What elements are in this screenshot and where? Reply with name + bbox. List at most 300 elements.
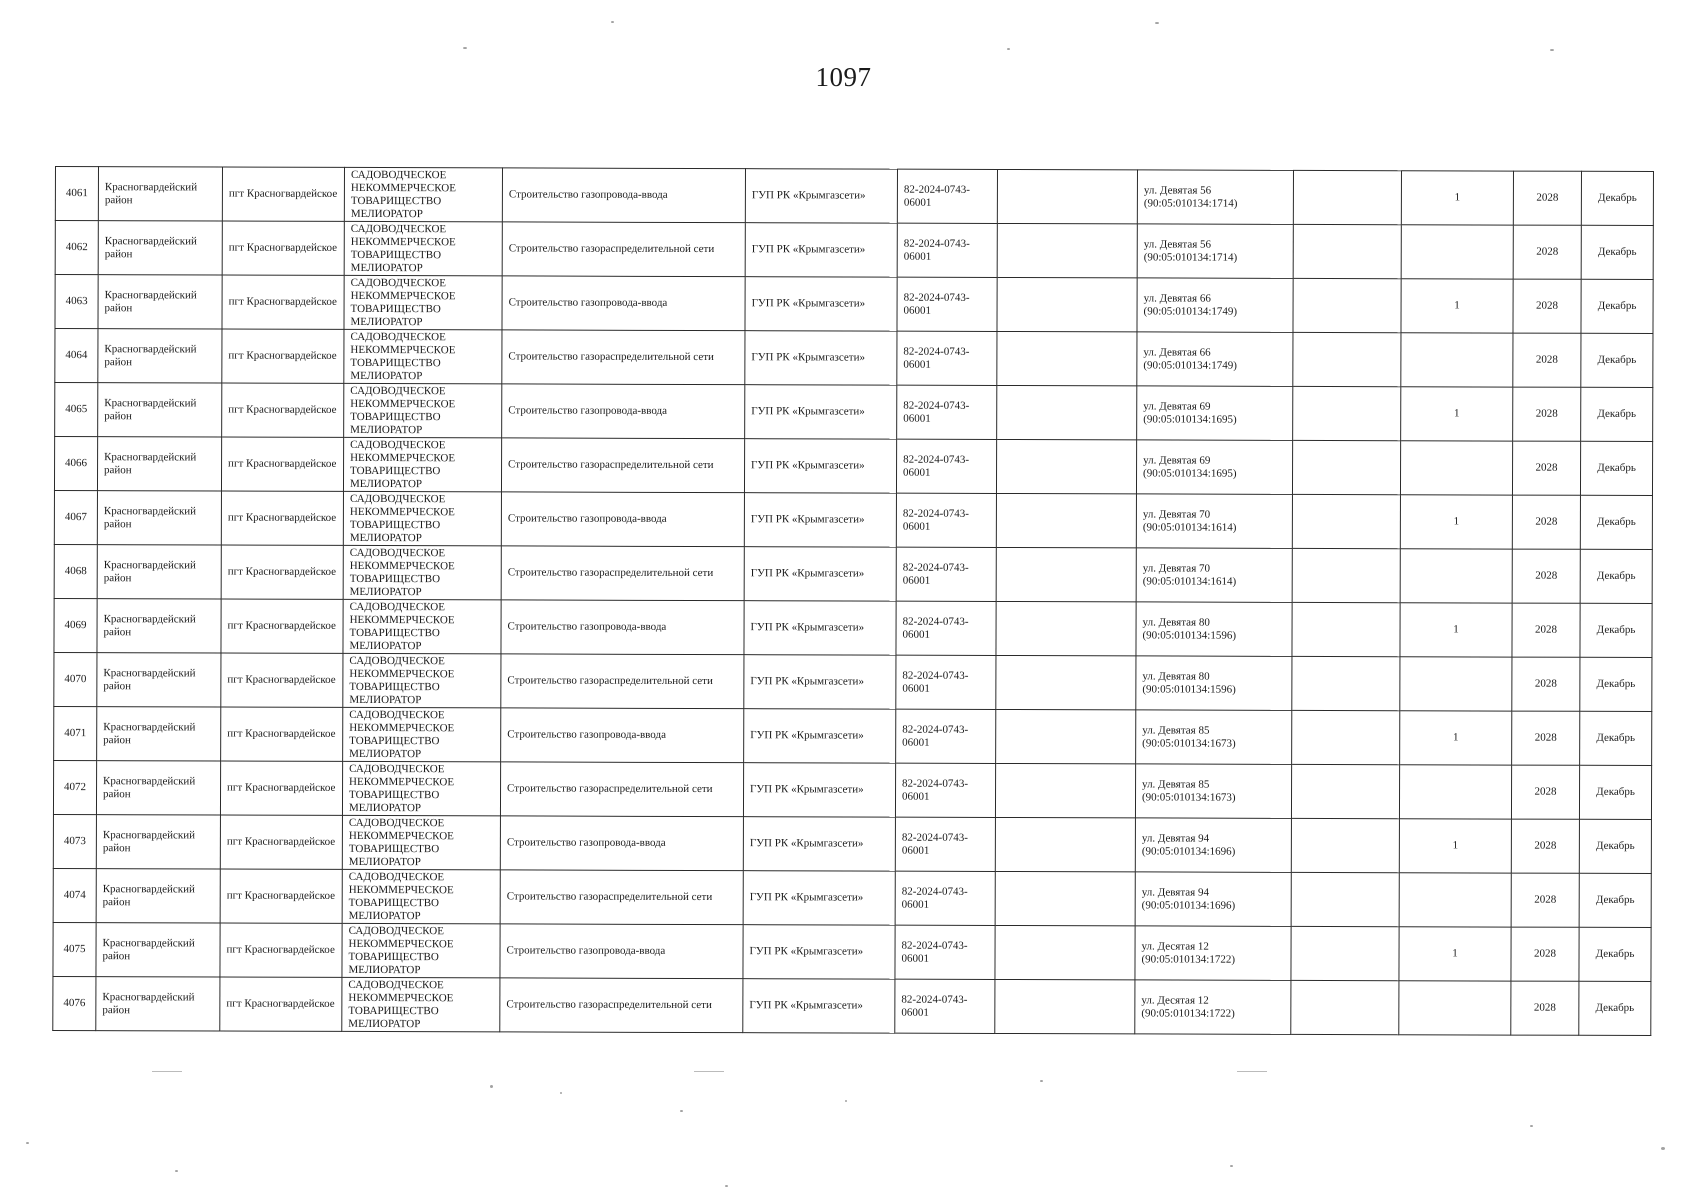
settlement-cell: пгт Красногвардейское <box>220 761 342 815</box>
table-row <box>55 275 1653 334</box>
organization-cell-line: САДОВОДЧЕСКОЕ <box>350 276 447 289</box>
organization-cell-line: САДОВОДЧЕСКОЕ <box>349 708 445 721</box>
district-cell: Красногвардейский район <box>98 383 222 437</box>
empty-cell <box>1292 656 1400 710</box>
program-code-cell-line: 82-2024-0743- <box>902 669 969 682</box>
organization-cell-line: МЕЛИОРАТОР <box>349 693 422 706</box>
address-cadastral-number: (90:05:010134:1714) <box>1143 196 1238 210</box>
organization-cell <box>343 545 501 599</box>
organization-cell-line: МЕЛИОРАТОР <box>350 369 423 382</box>
scan-speck <box>725 1185 728 1187</box>
year-cell: 2028 <box>1513 333 1581 387</box>
empty-cell <box>1291 926 1399 980</box>
address-cell <box>1135 764 1291 818</box>
scan-speck <box>1550 49 1554 51</box>
address-street: ул. Девятая 56 <box>1143 183 1212 197</box>
program-code-cell-line: 06001 <box>903 466 931 479</box>
empty-cell <box>1291 872 1399 926</box>
organization-cell-line: МЕЛИОРАТОР <box>349 531 422 544</box>
month-cell: Декабрь <box>1581 279 1653 333</box>
address-street: ул. Десятая 12 <box>1141 993 1209 1007</box>
organization-cell <box>342 977 500 1031</box>
settlement-cell: пгт Красногвардейское <box>221 653 343 707</box>
work-type-cell: Строительство газопровода-ввода <box>501 600 744 655</box>
program-code-cell-line: 82-2024-0743- <box>901 885 968 898</box>
district-cell: Красногвардейский район <box>98 275 222 329</box>
empty-cell <box>1293 386 1401 440</box>
district-cell: Красногвардейский район <box>97 545 221 599</box>
empty-cell <box>1291 818 1399 872</box>
organization-cell-line: МЕЛИОРАТОР <box>348 1017 421 1030</box>
organization-cell-line: МЕЛИОРАТОР <box>349 747 422 760</box>
row-number-cell: 4066 <box>54 437 97 491</box>
operator-cell: ГУП РК «Крымгазсети» <box>745 169 897 223</box>
organization-cell-line: ТОВАРИЩЕСТВО <box>350 194 442 207</box>
organization-cell-line: САДОВОДЧЕСКОЕ <box>348 924 444 937</box>
row-number-cell: 4074 <box>53 868 96 922</box>
operator-cell: ГУП РК «Крымгазсети» <box>744 655 896 709</box>
organization-cell-line: МЕЛИОРАТОР <box>350 207 423 220</box>
organization-cell-line: ТОВАРИЩЕСТВО <box>349 518 441 531</box>
scan-speck <box>1530 1125 1533 1127</box>
organization-cell-line: НЕКОММЕРЧЕСКОЕ <box>350 397 456 410</box>
row-number-cell: 4064 <box>55 329 98 383</box>
settlement-cell: пгт Красногвардейское <box>221 599 343 653</box>
organization-cell-line: НЕКОММЕРЧЕСКОЕ <box>349 613 455 626</box>
organization-cell-line: НЕКОММЕРЧЕСКОЕ <box>350 343 456 356</box>
program-code-cell <box>896 439 996 493</box>
program-code-cell-line: 82-2024-0743- <box>903 453 970 466</box>
program-code-cell-line: 06001 <box>902 790 930 803</box>
address-cell <box>1135 980 1291 1034</box>
program-code-cell-line: 82-2024-0743- <box>902 723 969 736</box>
organization-cell-line: САДОВОДЧЕСКОЕ <box>348 816 445 829</box>
program-code-cell-line: 06001 <box>902 520 931 533</box>
table-row <box>53 868 1651 927</box>
scan-stroke <box>152 1071 182 1072</box>
work-type-cell: Строительство газораспределительной сети <box>501 438 744 493</box>
empty-cell <box>997 331 1137 385</box>
organization-cell-line: НЕКОММЕРЧЕСКОЕ <box>348 937 454 950</box>
page-number: 1097 <box>815 62 872 92</box>
program-code-cell-line: 82-2024-0743- <box>902 777 969 790</box>
settlement-cell: пгт Красногвардейское <box>220 923 342 977</box>
row-number-cell: 4075 <box>53 922 96 976</box>
work-type-cell: Строительство газораспределительной сети <box>500 762 743 817</box>
program-code-cell-line: 06001 <box>903 358 931 371</box>
organization-cell <box>343 599 501 653</box>
organization-cell-line: МЕЛИОРАТОР <box>348 909 421 922</box>
work-type-cell: Строительство газораспределительной сети <box>500 978 743 1033</box>
table-row <box>54 437 1652 496</box>
register-table-wrapper <box>52 166 1653 1036</box>
scan-speck <box>26 1142 29 1144</box>
program-code-cell <box>896 601 996 655</box>
organization-cell-line: МЕЛИОРАТОР <box>350 423 423 436</box>
program-code-cell <box>895 871 995 925</box>
table-row <box>55 221 1653 280</box>
month-cell: Декабрь <box>1581 171 1653 225</box>
program-code-cell <box>897 331 997 385</box>
scan-speck <box>175 1170 178 1172</box>
count-cell <box>1400 549 1512 603</box>
district-cell: Красногвардейский район <box>98 167 222 221</box>
organization-cell <box>344 167 502 221</box>
operator-cell: ГУП РК «Крымгазсети» <box>745 331 897 385</box>
program-code-cell <box>896 655 996 709</box>
organization-cell-line: ТОВАРИЩЕСТВО <box>348 896 440 909</box>
row-number-cell: 4070 <box>54 652 97 706</box>
address-cell <box>1137 224 1293 278</box>
district-cell: Красногвардейский район <box>96 815 220 869</box>
program-code-cell-line: 06001 <box>903 412 931 425</box>
program-code-cell-line: 82-2024-0743- <box>903 345 970 358</box>
register-table <box>52 166 1654 1036</box>
program-code-cell-line: 06001 <box>901 844 930 857</box>
address-cell <box>1136 494 1292 548</box>
organization-cell-line: ТОВАРИЩЕСТВО <box>350 356 441 369</box>
organization-cell-line: НЕКОММЕРЧЕСКОЕ <box>350 181 456 194</box>
scan-speck <box>1007 48 1010 50</box>
year-cell: 2028 <box>1512 441 1580 495</box>
address-street: ул. Десятая 12 <box>1141 939 1209 953</box>
settlement-cell: пгт Красногвардейское <box>222 167 344 221</box>
operator-cell: ГУП РК «Крымгазсети» <box>743 817 895 871</box>
count-cell <box>1401 333 1513 387</box>
empty-cell <box>1293 278 1401 332</box>
organization-cell-line: МЕЛИОРАТОР <box>349 639 422 652</box>
empty-cell <box>1292 602 1400 656</box>
address-cell <box>1136 440 1292 494</box>
row-number-cell: 4069 <box>54 598 97 652</box>
year-cell: 2028 <box>1512 549 1580 603</box>
month-cell: Декабрь <box>1580 657 1652 711</box>
organization-cell-line: МЕЛИОРАТОР <box>350 261 423 274</box>
work-type-cell: Строительство газораспределительной сети <box>502 330 745 385</box>
row-number-cell: 4063 <box>55 275 98 329</box>
address-cell <box>1137 278 1293 332</box>
count-cell: 1 <box>1400 711 1512 765</box>
row-number-cell: 4072 <box>53 760 96 814</box>
empty-cell <box>997 277 1137 331</box>
empty-cell <box>995 871 1135 925</box>
table-row <box>53 760 1651 819</box>
organization-cell-line: САДОВОДЧЕСКОЕ <box>348 978 444 991</box>
program-code-cell-line: 06001 <box>903 196 932 209</box>
address-street: ул. Девятая 69 <box>1143 399 1211 413</box>
address-cadastral-number: (90:05:010134:1696) <box>1141 844 1236 858</box>
table-row <box>55 383 1653 442</box>
address-cadastral-number: (90:05:010134:1749) <box>1143 304 1238 318</box>
organization-cell-line: НЕКОММЕРЧЕСКОЕ <box>349 667 455 680</box>
organization-cell-line: САДОВОДЧЕСКОЕ <box>349 762 445 775</box>
program-code-cell-line: 82-2024-0743- <box>903 291 970 304</box>
program-code-cell <box>895 817 995 871</box>
year-cell: 2028 <box>1511 765 1579 819</box>
settlement-cell: пгт Красногвардейское <box>222 275 344 329</box>
address-cadastral-number: (90:05:010134:1714) <box>1143 250 1238 264</box>
district-cell: Красногвардейский район <box>96 869 220 923</box>
count-cell <box>1399 981 1511 1035</box>
address-street: ул. Девятая 66 <box>1143 345 1211 359</box>
organization-cell-line: САДОВОДЧЕСКОЕ <box>350 384 446 397</box>
scan-stroke <box>694 1071 724 1072</box>
empty-cell <box>996 709 1136 763</box>
count-cell: 1 <box>1399 927 1511 981</box>
month-cell: Декабрь <box>1581 387 1653 441</box>
settlement-cell: пгт Красногвардейское <box>220 815 342 869</box>
district-cell: Красногвардейский район <box>97 599 221 653</box>
address-cell <box>1136 548 1292 602</box>
operator-cell: ГУП РК «Крымгазсети» <box>743 871 895 925</box>
address-cadastral-number: (90:05:010134:1749) <box>1143 358 1237 372</box>
operator-cell: ГУП РК «Крымгазсети» <box>745 385 897 439</box>
program-code-cell-line: 82-2024-0743- <box>901 831 968 844</box>
scan-speck <box>611 21 614 23</box>
address-cell <box>1136 710 1292 764</box>
work-type-cell: Строительство газопровода-ввода <box>500 924 743 979</box>
district-cell: Красногвардейский район <box>96 761 220 815</box>
scan-speck <box>1040 1080 1043 1082</box>
organization-cell-line: ТОВАРИЩЕСТВО <box>348 950 439 963</box>
operator-cell: ГУП РК «Крымгазсети» <box>745 223 897 277</box>
district-cell: Красногвардейский район <box>96 977 220 1031</box>
count-cell <box>1400 657 1512 711</box>
empty-cell <box>1291 764 1399 818</box>
empty-cell <box>1291 980 1399 1034</box>
program-code-cell-line: 82-2024-0743- <box>903 399 970 412</box>
district-cell: Красногвардейский район <box>98 329 222 383</box>
month-cell: Декабрь <box>1579 765 1651 819</box>
program-code-cell-line: 06001 <box>901 898 930 911</box>
settlement-cell: пгт Красногвардейское <box>221 545 343 599</box>
empty-cell <box>996 493 1136 547</box>
row-number-cell: 4061 <box>55 167 98 221</box>
work-type-cell: Строительство газораспределительной сети <box>501 546 744 601</box>
district-cell: Красногвардейский район <box>97 437 221 491</box>
program-code-cell-line: 82-2024-0743- <box>902 615 969 628</box>
month-cell: Декабрь <box>1580 549 1652 603</box>
organization-cell-line: САДОВОДЧЕСКОЕ <box>349 492 446 505</box>
address-cell <box>1137 386 1293 440</box>
settlement-cell: пгт Красногвардейское <box>221 491 343 545</box>
count-cell: 1 <box>1401 279 1513 333</box>
scan-speck <box>1155 22 1159 24</box>
table-row <box>54 598 1652 657</box>
month-cell: Декабрь <box>1581 333 1653 387</box>
organization-cell-line: НЕКОММЕРЧЕСКОЕ <box>349 721 455 734</box>
organization-cell-line: ТОВАРИЩЕСТВО <box>349 572 441 585</box>
address-cell <box>1135 926 1291 980</box>
organization-cell <box>343 653 501 707</box>
organization-cell-line: САДОВОДЧЕСКОЕ <box>349 546 446 559</box>
organization-cell-line: МЕЛИОРАТОР <box>348 801 422 814</box>
address-street: ул. Девятая 94 <box>1141 831 1210 845</box>
empty-cell <box>996 601 1136 655</box>
count-cell: 1 <box>1401 387 1513 441</box>
year-cell: 2028 <box>1512 603 1580 657</box>
row-number-cell: 4073 <box>53 814 96 868</box>
organization-cell <box>342 869 500 923</box>
count-cell <box>1399 765 1511 819</box>
settlement-cell: пгт Красногвардейское <box>221 707 343 761</box>
year-cell: 2028 <box>1513 279 1581 333</box>
row-number-cell: 4062 <box>55 221 98 275</box>
settlement-cell: пгт Красногвардейское <box>220 977 342 1031</box>
organization-cell <box>343 707 501 761</box>
settlement-cell: пгт Красногвардейское <box>221 437 343 491</box>
organization-cell <box>343 437 501 491</box>
organization-cell-line: ТОВАРИЩЕСТВО <box>350 302 441 315</box>
program-code-cell <box>895 979 995 1033</box>
empty-cell <box>995 925 1135 979</box>
year-cell: 2028 <box>1512 711 1580 765</box>
table-row <box>54 706 1652 765</box>
scan-speck <box>1661 1147 1665 1150</box>
operator-cell: ГУП РК «Крымгазсети» <box>744 547 896 601</box>
work-type-cell: Строительство газопровода-ввода <box>501 492 744 547</box>
year-cell: 2028 <box>1511 927 1579 981</box>
organization-cell-line: САДОВОДЧЕСКОЕ <box>350 438 446 451</box>
program-code-cell <box>897 277 997 331</box>
row-number-cell: 4067 <box>54 490 97 544</box>
month-cell: Декабрь <box>1580 711 1652 765</box>
organization-cell-line: НЕКОММЕРЧЕСКОЕ <box>350 451 456 464</box>
program-code-cell-line: 06001 <box>901 952 930 965</box>
address-street: ул. Девятая 70 <box>1142 507 1211 521</box>
program-code-cell <box>897 385 997 439</box>
organization-cell <box>342 923 500 977</box>
program-code-cell-line: 06001 <box>902 628 931 641</box>
count-cell <box>1401 225 1513 279</box>
month-cell: Декабрь <box>1580 603 1652 657</box>
empty-cell <box>996 655 1136 709</box>
address-cadastral-number: (90:05:010134:1673) <box>1142 790 1236 804</box>
organization-cell-line: САДОВОДЧЕСКОЕ <box>350 330 446 343</box>
empty-cell <box>995 817 1135 871</box>
empty-cell <box>997 223 1137 277</box>
empty-cell <box>995 979 1135 1033</box>
district-cell: Красногвардейский район <box>97 707 221 761</box>
table-row <box>55 329 1653 388</box>
operator-cell: ГУП РК «Крымгазсети» <box>743 763 895 817</box>
organization-cell-line: ТОВАРИЩЕСТВО <box>348 1004 439 1017</box>
month-cell: Декабрь <box>1579 819 1651 873</box>
settlement-cell: пгт Красногвардейское <box>220 869 342 923</box>
address-cadastral-number: (90:05:010134:1695) <box>1143 466 1237 480</box>
organization-cell-line: ТОВАРИЩЕСТВО <box>348 842 440 855</box>
address-street: ул. Девятая 85 <box>1142 723 1210 737</box>
address-cadastral-number: (90:05:010134:1696) <box>1141 898 1236 912</box>
district-cell: Красногвардейский район <box>96 923 220 977</box>
program-code-cell <box>895 925 995 979</box>
table-row <box>55 167 1653 226</box>
address-cadastral-number: (90:05:010134:1695) <box>1143 412 1237 426</box>
address-cadastral-number: (90:05:010134:1596) <box>1142 682 1236 696</box>
work-type-cell: Строительство газопровода-ввода <box>502 384 745 439</box>
address-cell <box>1137 332 1293 386</box>
work-type-cell: Строительство газораспределительной сети <box>502 222 745 277</box>
operator-cell: ГУП РК «Крымгазсети» <box>744 709 896 763</box>
table-row <box>53 976 1651 1035</box>
organization-cell-line: САДОВОДЧЕСКОЕ <box>350 222 447 235</box>
address-street: ул. Девятая 94 <box>1141 885 1210 899</box>
empty-cell <box>1292 710 1400 764</box>
organization-cell <box>343 491 501 545</box>
organization-cell-line: ТОВАРИЩЕСТВО <box>350 248 442 261</box>
program-code-cell-line: 82-2024-0743- <box>902 507 969 520</box>
organization-cell-line: ТОВАРИЩЕСТВО <box>349 734 440 747</box>
count-cell: 1 <box>1400 603 1512 657</box>
organization-cell <box>344 221 502 275</box>
organization-cell-line: МЕЛИОРАТОР <box>349 477 423 490</box>
table-row <box>54 544 1652 603</box>
program-code-cell-line: 82-2024-0743- <box>902 561 969 574</box>
address-cadastral-number: (90:05:010134:1614) <box>1142 520 1237 534</box>
table-row <box>54 652 1652 711</box>
register-table-body <box>53 167 1654 1036</box>
settlement-cell: пгт Красногвардейское <box>222 383 344 437</box>
organization-cell <box>344 383 502 437</box>
empty-cell <box>1293 170 1401 224</box>
operator-cell: ГУП РК «Крымгазсети» <box>743 925 895 979</box>
operator-cell: ГУП РК «Крымгазсети» <box>743 979 895 1033</box>
organization-cell-line: ТОВАРИЩЕСТВО <box>350 464 441 477</box>
operator-cell: ГУП РК «Крымгазсети» <box>744 493 896 547</box>
address-cell <box>1136 602 1292 656</box>
row-number-cell: 4071 <box>54 706 97 760</box>
program-code-cell-line: 06001 <box>903 250 932 263</box>
program-code-cell-line: 82-2024-0743- <box>903 183 970 196</box>
organization-cell-line: НЕКОММЕРЧЕСКОЕ <box>348 829 454 842</box>
organization-cell-line: МЕЛИОРАТОР <box>349 585 422 598</box>
count-cell <box>1399 873 1511 927</box>
count-cell: 1 <box>1400 495 1512 549</box>
scan-speck <box>560 1092 562 1094</box>
scan-speck <box>845 1100 847 1102</box>
program-code-cell-line: 82-2024-0743- <box>901 993 968 1006</box>
year-cell: 2028 <box>1512 657 1580 711</box>
organization-cell-line: САДОВОДЧЕСКОЕ <box>349 600 445 613</box>
year-cell: 2028 <box>1511 981 1579 1035</box>
table-row <box>53 814 1651 873</box>
program-code-cell-line: 82-2024-0743- <box>903 237 970 250</box>
address-street: ул. Девятая 66 <box>1143 291 1211 305</box>
year-cell: 2028 <box>1512 495 1580 549</box>
organization-cell <box>344 329 502 383</box>
organization-cell-line: САДОВОДЧЕСКОЕ <box>348 870 445 883</box>
organization-cell-line: ТОВАРИЩЕСТВО <box>350 410 441 423</box>
address-cell <box>1135 818 1291 872</box>
organization-cell-line: САДОВОДЧЕСКОЕ <box>350 168 447 181</box>
organization-cell-line: НЕКОММЕРЧЕСКОЕ <box>350 289 456 302</box>
work-type-cell: Строительство газопровода-ввода <box>502 276 745 331</box>
count-cell: 1 <box>1399 819 1511 873</box>
month-cell: Декабрь <box>1581 225 1653 279</box>
organization-cell <box>344 275 502 329</box>
organization-cell-line: САДОВОДЧЕСКОЕ <box>349 654 445 667</box>
organization-cell-line: НЕКОММЕРЧЕСКОЕ <box>348 991 454 1004</box>
row-number-cell: 4076 <box>53 976 96 1030</box>
year-cell: 2028 <box>1513 387 1581 441</box>
program-code-cell-line: 06001 <box>903 304 932 317</box>
month-cell: Декабрь <box>1579 981 1651 1035</box>
program-code-cell <box>896 709 996 763</box>
organization-cell <box>342 815 500 869</box>
operator-cell: ГУП РК «Крымгазсети» <box>745 277 897 331</box>
program-code-cell <box>897 223 997 277</box>
count-cell <box>1400 441 1512 495</box>
